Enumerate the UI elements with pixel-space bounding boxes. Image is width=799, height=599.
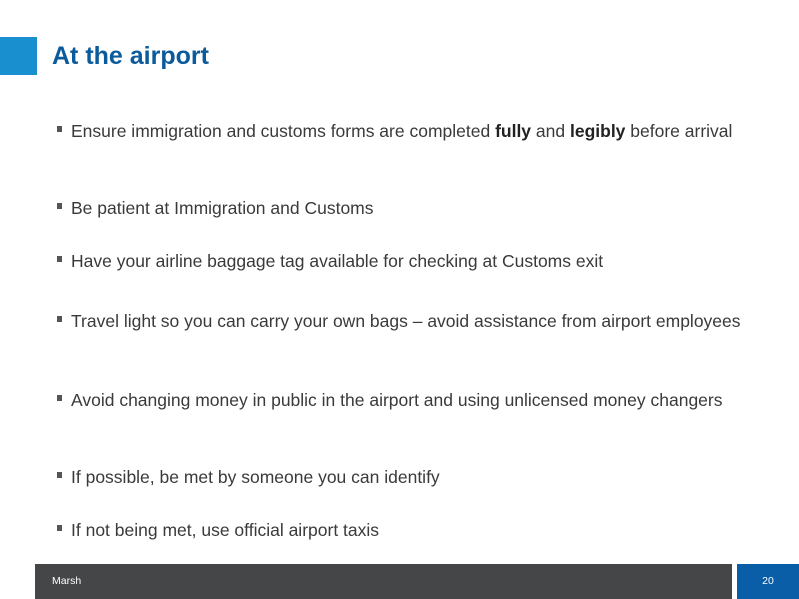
bullet-item-4 (57, 309, 747, 333)
bullet-marker (57, 525, 62, 531)
slide-title: At the airport (52, 42, 209, 70)
bullet-text-emphasis: fully (495, 121, 532, 141)
bullet-text: Avoid changing money in public in the airport and using unlicensed money changers (71, 390, 723, 410)
bullet-text-emphasis: legibly (569, 121, 626, 141)
bullet-marker (57, 472, 62, 478)
footer-brand-label: Marsh (52, 575, 82, 587)
page-number: 20 (762, 575, 774, 587)
bullet-text: Be patient at Immigration and Customs (71, 198, 374, 218)
bullet-item-5 (57, 388, 747, 412)
bullet-text-part: Ensure immigration and customs forms are completed (71, 121, 496, 141)
footer-bar (35, 564, 732, 599)
bullet-item-2 (57, 196, 747, 220)
bullet-text-part: before arrival (625, 121, 733, 141)
bullet-text: If not being met, use official airport taxis (71, 520, 380, 540)
bullet-item-3 (57, 249, 747, 273)
bullet-text-part: and (531, 121, 570, 141)
bullet-item-7 (57, 518, 747, 542)
bullet-marker (57, 256, 62, 262)
bullet-text: Have your airline baggage tag available for checking at Customs exit (71, 251, 604, 271)
bullet-text: If possible, be met by someone you can identify (71, 467, 440, 487)
bullet-marker (57, 126, 62, 132)
bullet-text: Travel light so you can carry your own bags – avoid assistance from airport employees (71, 311, 741, 331)
bullet-text (71, 119, 747, 143)
bullet-item-1 (57, 119, 747, 143)
bullet-item-6 (57, 465, 747, 489)
bullet-marker (57, 203, 62, 209)
title-accent-bar (0, 37, 37, 75)
bullet-marker (57, 395, 62, 401)
bullet-marker (57, 316, 62, 322)
